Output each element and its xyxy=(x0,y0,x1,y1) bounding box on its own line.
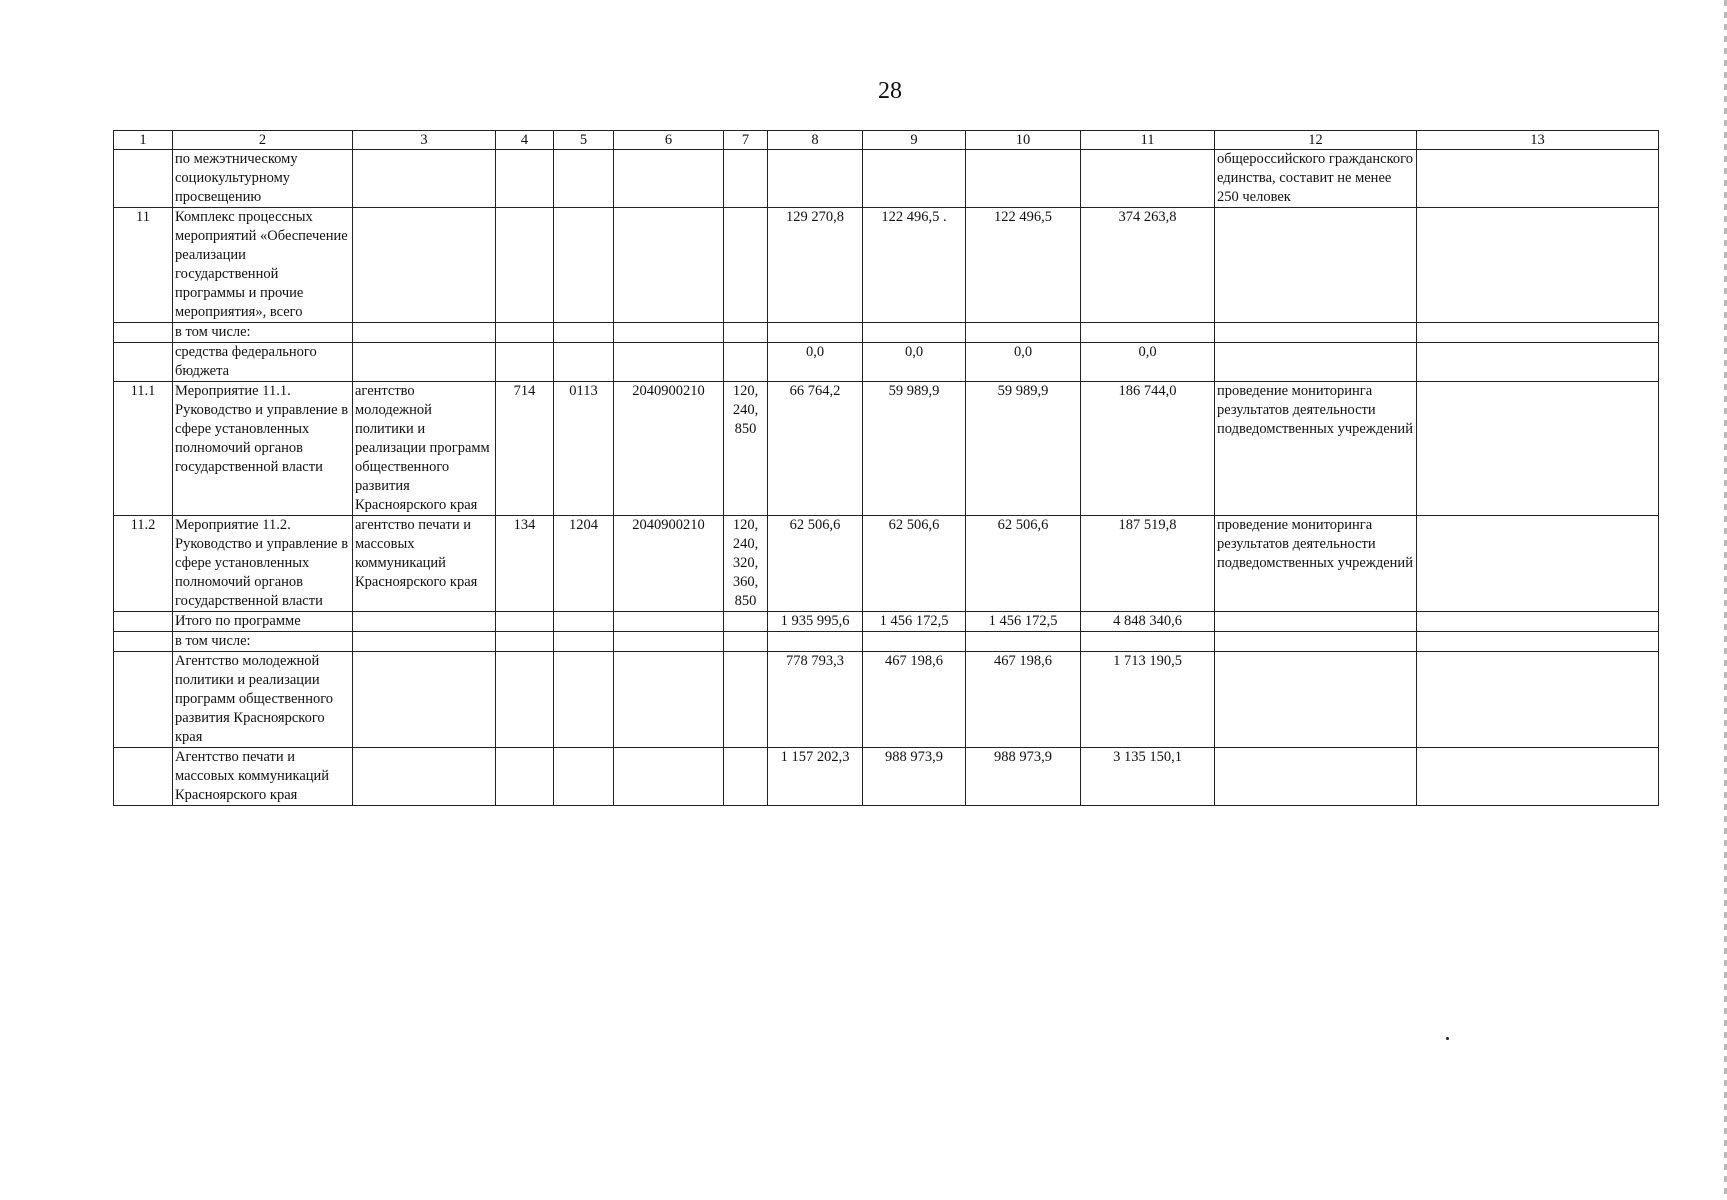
row-value-col9: 988 973,9 xyxy=(863,748,966,806)
row-ministry-code xyxy=(496,748,554,806)
row-section-code xyxy=(554,208,614,323)
row-total-col11: 4 848 340,6 xyxy=(1081,612,1215,632)
row-section-code: 0113 xyxy=(554,382,614,516)
row-target-code: 2040900210 xyxy=(614,516,724,612)
row-value-col10 xyxy=(966,323,1081,343)
row-target-code xyxy=(614,208,724,323)
row-total-col11 xyxy=(1081,150,1215,208)
row-expense-type xyxy=(724,632,768,652)
row-value-col10: 467 198,6 xyxy=(966,652,1081,748)
row-number xyxy=(114,150,173,208)
row-value-col9: 1 456 172,5 xyxy=(863,612,966,632)
row-ministry-code xyxy=(496,150,554,208)
row-ministry-code xyxy=(496,632,554,652)
row-value-col8: 778 793,3 xyxy=(768,652,863,748)
table-row xyxy=(114,208,1659,323)
row-agency xyxy=(353,343,496,382)
row-total-col11 xyxy=(1081,632,1215,652)
row-value-col9: 62 506,6 xyxy=(863,516,966,612)
row-col13 xyxy=(1417,612,1659,632)
table-row xyxy=(114,632,1659,652)
row-expense-type xyxy=(724,208,768,323)
row-target-code xyxy=(614,150,724,208)
row-expected-result xyxy=(1215,323,1417,343)
row-value-col9: 0,0 xyxy=(863,343,966,382)
row-number: 11 xyxy=(114,208,173,323)
row-section-code xyxy=(554,612,614,632)
row-expense-type xyxy=(724,748,768,806)
row-ministry-code xyxy=(496,652,554,748)
col-header: 13 xyxy=(1417,131,1659,150)
row-total-col11: 374 263,8 xyxy=(1081,208,1215,323)
col-header: 12 xyxy=(1215,131,1417,150)
row-expense-type xyxy=(724,323,768,343)
row-agency xyxy=(353,652,496,748)
row-value-col8 xyxy=(768,632,863,652)
row-agency xyxy=(353,748,496,806)
table-row xyxy=(114,652,1659,748)
row-name: в том числе: xyxy=(173,323,353,343)
row-name: Мероприятие 11.2. Руководство и управление в сфере установленных полномочий органов государственной власти xyxy=(173,516,353,612)
row-value-col8 xyxy=(768,323,863,343)
row-ministry-code: 134 xyxy=(496,516,554,612)
row-section-code xyxy=(554,323,614,343)
row-number: 11.2 xyxy=(114,516,173,612)
row-name: Мероприятие 11.1. Руководство и управление в сфере установленных полномочий органов государственной власти xyxy=(173,382,353,516)
row-total-col11 xyxy=(1081,323,1215,343)
col-header: 6 xyxy=(614,131,724,150)
row-number xyxy=(114,343,173,382)
row-number: 11.1 xyxy=(114,382,173,516)
row-agency xyxy=(353,612,496,632)
row-value-col10: 59 989,9 xyxy=(966,382,1081,516)
row-col13 xyxy=(1417,632,1659,652)
table-row xyxy=(114,343,1659,382)
row-agency: агентство молодежной политики и реализации программ общественного развития Красноярского края xyxy=(353,382,496,516)
row-number xyxy=(114,323,173,343)
col-header: 2 xyxy=(173,131,353,150)
row-name: Агентство молодежной политики и реализации программ общественного развития Красноярского края xyxy=(173,652,353,748)
row-section-code xyxy=(554,748,614,806)
row-expense-type xyxy=(724,652,768,748)
table-row xyxy=(114,150,1659,208)
col-header: 8 xyxy=(768,131,863,150)
row-value-col9: 467 198,6 xyxy=(863,652,966,748)
row-expense-type xyxy=(724,343,768,382)
row-ministry-code xyxy=(496,612,554,632)
row-col13 xyxy=(1417,748,1659,806)
row-col13 xyxy=(1417,323,1659,343)
row-expected-result xyxy=(1215,612,1417,632)
table-row xyxy=(114,382,1659,516)
row-col13 xyxy=(1417,652,1659,748)
row-expected-result xyxy=(1215,343,1417,382)
row-name: в том числе: xyxy=(173,632,353,652)
row-value-col8: 66 764,2 xyxy=(768,382,863,516)
table-row xyxy=(114,323,1659,343)
table-row xyxy=(114,612,1659,632)
row-name: средства федерального бюджета xyxy=(173,343,353,382)
row-total-col11: 1 713 190,5 xyxy=(1081,652,1215,748)
row-expense-type: 120, 240, 850 xyxy=(724,382,768,516)
program-table xyxy=(113,130,1659,806)
row-target-code xyxy=(614,323,724,343)
row-expense-type xyxy=(724,612,768,632)
row-expected-result xyxy=(1215,748,1417,806)
row-value-col9: 59 989,9 xyxy=(863,382,966,516)
table-row xyxy=(114,748,1659,806)
page-number: 28 xyxy=(878,78,902,104)
row-value-col10: 62 506,6 xyxy=(966,516,1081,612)
row-col13 xyxy=(1417,516,1659,612)
col-header: 5 xyxy=(554,131,614,150)
row-expected-result xyxy=(1215,208,1417,323)
row-ministry-code xyxy=(496,323,554,343)
row-agency xyxy=(353,323,496,343)
col-header: 11 xyxy=(1081,131,1215,150)
row-number xyxy=(114,612,173,632)
row-expected-result: проведение мониторинга результатов деятельности подведомственных учреждений xyxy=(1215,516,1417,612)
row-col13 xyxy=(1417,150,1659,208)
row-target-code xyxy=(614,632,724,652)
row-value-col8 xyxy=(768,150,863,208)
row-expected-result: общероссийского гражданского единства, составит не менее 250 человек xyxy=(1215,150,1417,208)
col-header: 3 xyxy=(353,131,496,150)
row-value-col8: 129 270,8 xyxy=(768,208,863,323)
row-total-col11: 3 135 150,1 xyxy=(1081,748,1215,806)
row-value-col10: 1 456 172,5 xyxy=(966,612,1081,632)
row-expected-result xyxy=(1215,652,1417,748)
row-value-col10: 122 496,5 xyxy=(966,208,1081,323)
row-number xyxy=(114,632,173,652)
row-target-code xyxy=(614,343,724,382)
row-target-code xyxy=(614,748,724,806)
row-col13 xyxy=(1417,382,1659,516)
row-value-col8: 62 506,6 xyxy=(768,516,863,612)
row-value-col10: 988 973,9 xyxy=(966,748,1081,806)
row-number xyxy=(114,652,173,748)
column-number-row xyxy=(114,131,1659,150)
row-ministry-code xyxy=(496,208,554,323)
row-value-col8: 0,0 xyxy=(768,343,863,382)
row-target-code xyxy=(614,612,724,632)
row-section-code xyxy=(554,343,614,382)
row-value-col10: 0,0 xyxy=(966,343,1081,382)
row-section-code xyxy=(554,652,614,748)
row-agency: агентство печати и массовых коммуникаций Красноярского края xyxy=(353,516,496,612)
row-section-code xyxy=(554,150,614,208)
row-value-col10 xyxy=(966,150,1081,208)
row-expense-type: 120, 240, 320, 360, 850 xyxy=(724,516,768,612)
row-target-code xyxy=(614,652,724,748)
row-col13 xyxy=(1417,208,1659,323)
col-header: 1 xyxy=(114,131,173,150)
row-col13 xyxy=(1417,343,1659,382)
row-agency xyxy=(353,150,496,208)
stray-dot-mark xyxy=(1446,1037,1449,1040)
row-expected-result xyxy=(1215,632,1417,652)
row-section-code: 1204 xyxy=(554,516,614,612)
row-ministry-code: 714 xyxy=(496,382,554,516)
row-value-col10 xyxy=(966,632,1081,652)
row-total-col11: 0,0 xyxy=(1081,343,1215,382)
row-total-col11: 186 744,0 xyxy=(1081,382,1215,516)
col-header: 4 xyxy=(496,131,554,150)
row-target-code: 2040900210 xyxy=(614,382,724,516)
row-number xyxy=(114,748,173,806)
row-value-col9 xyxy=(863,632,966,652)
row-value-col8: 1 157 202,3 xyxy=(768,748,863,806)
row-agency xyxy=(353,632,496,652)
row-agency xyxy=(353,208,496,323)
table-row xyxy=(114,516,1659,612)
row-value-col9 xyxy=(863,150,966,208)
row-expected-result: проведение мониторинга результатов деятельности подведомственных учреждений xyxy=(1215,382,1417,516)
row-value-col9: 122 496,5 . xyxy=(863,208,966,323)
col-header: 10 xyxy=(966,131,1081,150)
row-value-col8: 1 935 995,6 xyxy=(768,612,863,632)
row-total-col11: 187 519,8 xyxy=(1081,516,1215,612)
row-value-col9 xyxy=(863,323,966,343)
col-header: 9 xyxy=(863,131,966,150)
row-ministry-code xyxy=(496,343,554,382)
row-section-code xyxy=(554,632,614,652)
row-expense-type xyxy=(724,150,768,208)
row-name: Агентство печати и массовых коммуникаций Красноярского края xyxy=(173,748,353,806)
col-header: 7 xyxy=(724,131,768,150)
row-name: Итого по программе xyxy=(173,612,353,632)
row-name: Комплекс процессных мероприятий «Обеспечение реализации государственной программы и прочие мероприятия», всего xyxy=(173,208,353,323)
row-name: по межэтническому социокультурному просвещению xyxy=(173,150,353,208)
